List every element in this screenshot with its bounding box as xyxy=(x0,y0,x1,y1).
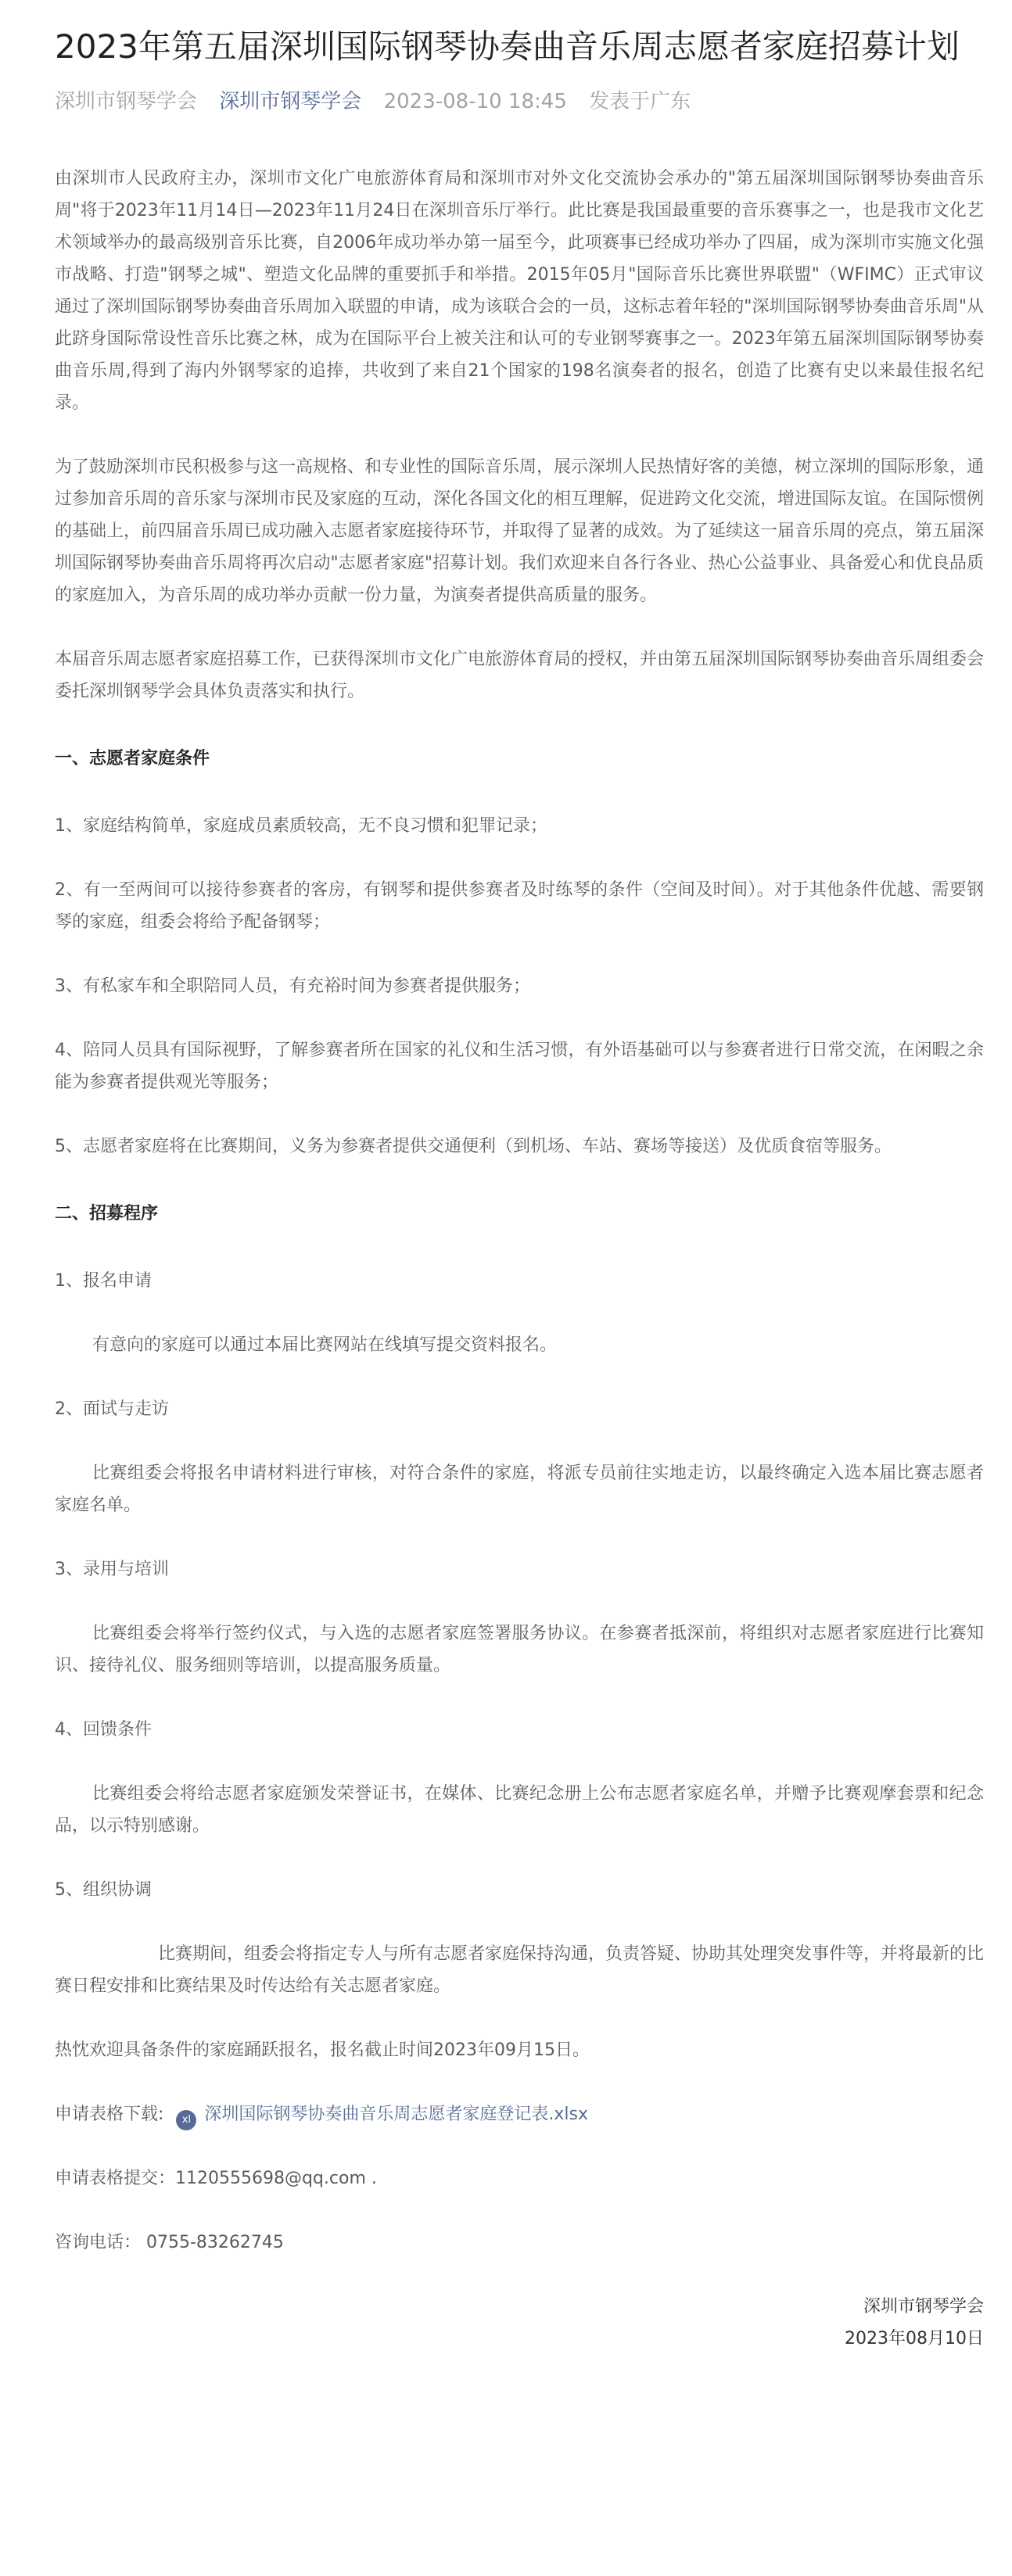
file-attachment-icon[interactable]: xl xyxy=(176,2110,196,2130)
condition-item: 4、陪同人员具有国际视野，了解参赛者所在国家的礼仪和生活习惯，有外语基础可以与参赛者进行日常交流，在闲暇之余能为参赛者提供观光等服务； xyxy=(55,1041,984,1092)
closing-text: 热忱欢迎具备条件的家庭踊跃报名，报名截止时间2023年09月15日。 xyxy=(55,2040,590,2060)
condition-item: 1、家庭结构简单，家庭成员素质较高，无不良习惯和犯罪记录； xyxy=(55,816,547,836)
step-title: 5、组织协调 xyxy=(55,1880,152,1900)
article-title: 2023年第五届深圳国际钢琴协奏曲音乐周志愿者家庭招募计划 xyxy=(55,27,960,66)
author-name: 深圳市钢琴学会 xyxy=(55,90,198,113)
download-file-link[interactable]: 深圳国际钢琴协奏曲音乐周志愿者家庭登记表.xlsx xyxy=(204,2105,589,2124)
step-body: 比赛组委会将报名申请材料进行审核，对符合条件的家庭，将派专员前往实地走访，以最终确定入选本届比赛志愿者家庭名单。 xyxy=(55,1464,984,1515)
condition-item: 5、志愿者家庭将在比赛期间，义务为参赛者提供交通便利（到机场、车站、赛场等接送）及优质食宿等服务。 xyxy=(55,1137,892,1156)
intro-paragraph: 由深圳市人民政府主办，深圳市文化广电旅游体育局和深圳市对外文化交流协会承办的"第五届深圳国际钢琴协奏曲音乐周"将于2023年11月14日—2023年11月24日在深圳音乐厅举行。此比赛是我国最重要的音乐赛事之一，也是我市文化艺术领域举办的最高级别音乐比赛，自2006年成功举办第一届至今，此项赛事已经成功举办了四届，成为深圳市实施文化强市战略、打造"钢琴之城"、塑造文化品牌的重要抓手和举措。2015年05月"国际音乐比赛世界联盟"（WFIMC）正式审议通过了深圳国际钢琴协奏曲音乐周加入联盟的申请，成为该联合会的一员，这标志着年轻的"深圳国际钢琴协奏曲音乐周"从此跻身国际常设性音乐比赛之林，成为在国际平台上被关注和认可的专业钢琴赛事之一。2023年第五届深圳国际钢琴协奏曲音乐周,得到了海内外钢琴家的追捧，共收到了来自21个国家的198名演奏者的报名，创造了比赛有史以来最佳报名纪录。 xyxy=(55,169,984,413)
step-body: 比赛组委会将举行签约仪式，与入选的志愿者家庭签署服务协议。在参赛者抵深前，将组织对志愿者家庭进行比赛知识、接待礼仪、服务细则等培训，以提高服务质量。 xyxy=(55,1624,984,1675)
step-body: 比赛组委会将给志愿者家庭颁发荣誉证书，在媒体、比赛纪念册上公布志愿者家庭名单，并赠予比赛观摩套票和纪念品，以示特别感谢。 xyxy=(55,1784,984,1836)
publish-location: 发表于广东 xyxy=(589,90,691,113)
publish-time: 2023-08-10 18:45 xyxy=(383,90,567,113)
step-title: 3、录用与培训 xyxy=(55,1560,169,1579)
download-label: 申请表格下载: xyxy=(55,2105,164,2124)
step-title: 4、回馈条件 xyxy=(55,1720,152,1739)
step-title: 1、报名申请 xyxy=(55,1271,152,1291)
section-heading: 一、志愿者家庭条件 xyxy=(55,749,210,769)
condition-item: 2、有一至两间可以接待参赛者的客房，有钢琴和提供参赛者及时练琴的条件（空间及时间）。对于其他条件优越、需要钢琴的家庭，组委会将给予配备钢琴； xyxy=(55,880,984,932)
download-row xyxy=(55,2098,984,2130)
step-body: 有意向的家庭可以通过本届比赛网站在线填写提交资料报名。 xyxy=(92,1335,558,1355)
intro-paragraph: 为了鼓励深圳市民积极参与这一高规格、和专业性的国际音乐周，展示深圳人民热情好客的美德，树立深圳的国际形象，通过参加音乐周的音乐家与深圳市民及家庭的互动，深化各国文化的相互理解，促进跨文化交流，增进国际友谊。在国际惯例的基础上，前四届音乐周已成功融入志愿者家庭接待环节，并取得了显著的成效。为了延续这一届音乐周的亮点，第五届深圳国际钢琴协奏曲音乐周将再次启动"志愿者家庭"招募计划。我们欢迎来自各行各业、热心公益事业、具备爱心和优良品质的家庭加入，为音乐周的成功举办贡献一份力量，为演奏者提供高质量的服务。 xyxy=(55,457,985,605)
article-meta xyxy=(55,86,984,117)
account-link[interactable]: 深圳市钢琴学会 xyxy=(219,90,362,113)
step-title: 2、面试与走访 xyxy=(55,1399,169,1419)
signature-date: 2023年08月10日 xyxy=(845,2329,984,2348)
intro-paragraph: 本届音乐周志愿者家庭招募工作，已获得深圳市文化广电旅游体育局的授权，并由第五届深圳国际钢琴协奏曲音乐周组委会委托深圳钢琴学会具体负责落实和执行。 xyxy=(55,650,985,701)
step-body: 比赛期间，组委会将指定专人与所有志愿者家庭保持沟通，负责答疑、协助其处理突发事件等，并将最新的比赛日程安排和比赛结果及时传达给有关志愿者家庭。 xyxy=(55,1944,985,1996)
signature-org: 深圳市钢琴学会 xyxy=(863,2297,984,2316)
article-content xyxy=(55,163,984,2355)
condition-item: 3、有私家车和全职陪同人员，有充裕时间为参赛者提供服务； xyxy=(55,976,530,996)
submit-email-text: 申请表格提交：1120555698@qq.com . xyxy=(55,2169,377,2188)
phone-text: 咨询电话： 0755-83262745 xyxy=(55,2233,284,2252)
section-heading: 二、招募程序 xyxy=(55,1204,159,1224)
